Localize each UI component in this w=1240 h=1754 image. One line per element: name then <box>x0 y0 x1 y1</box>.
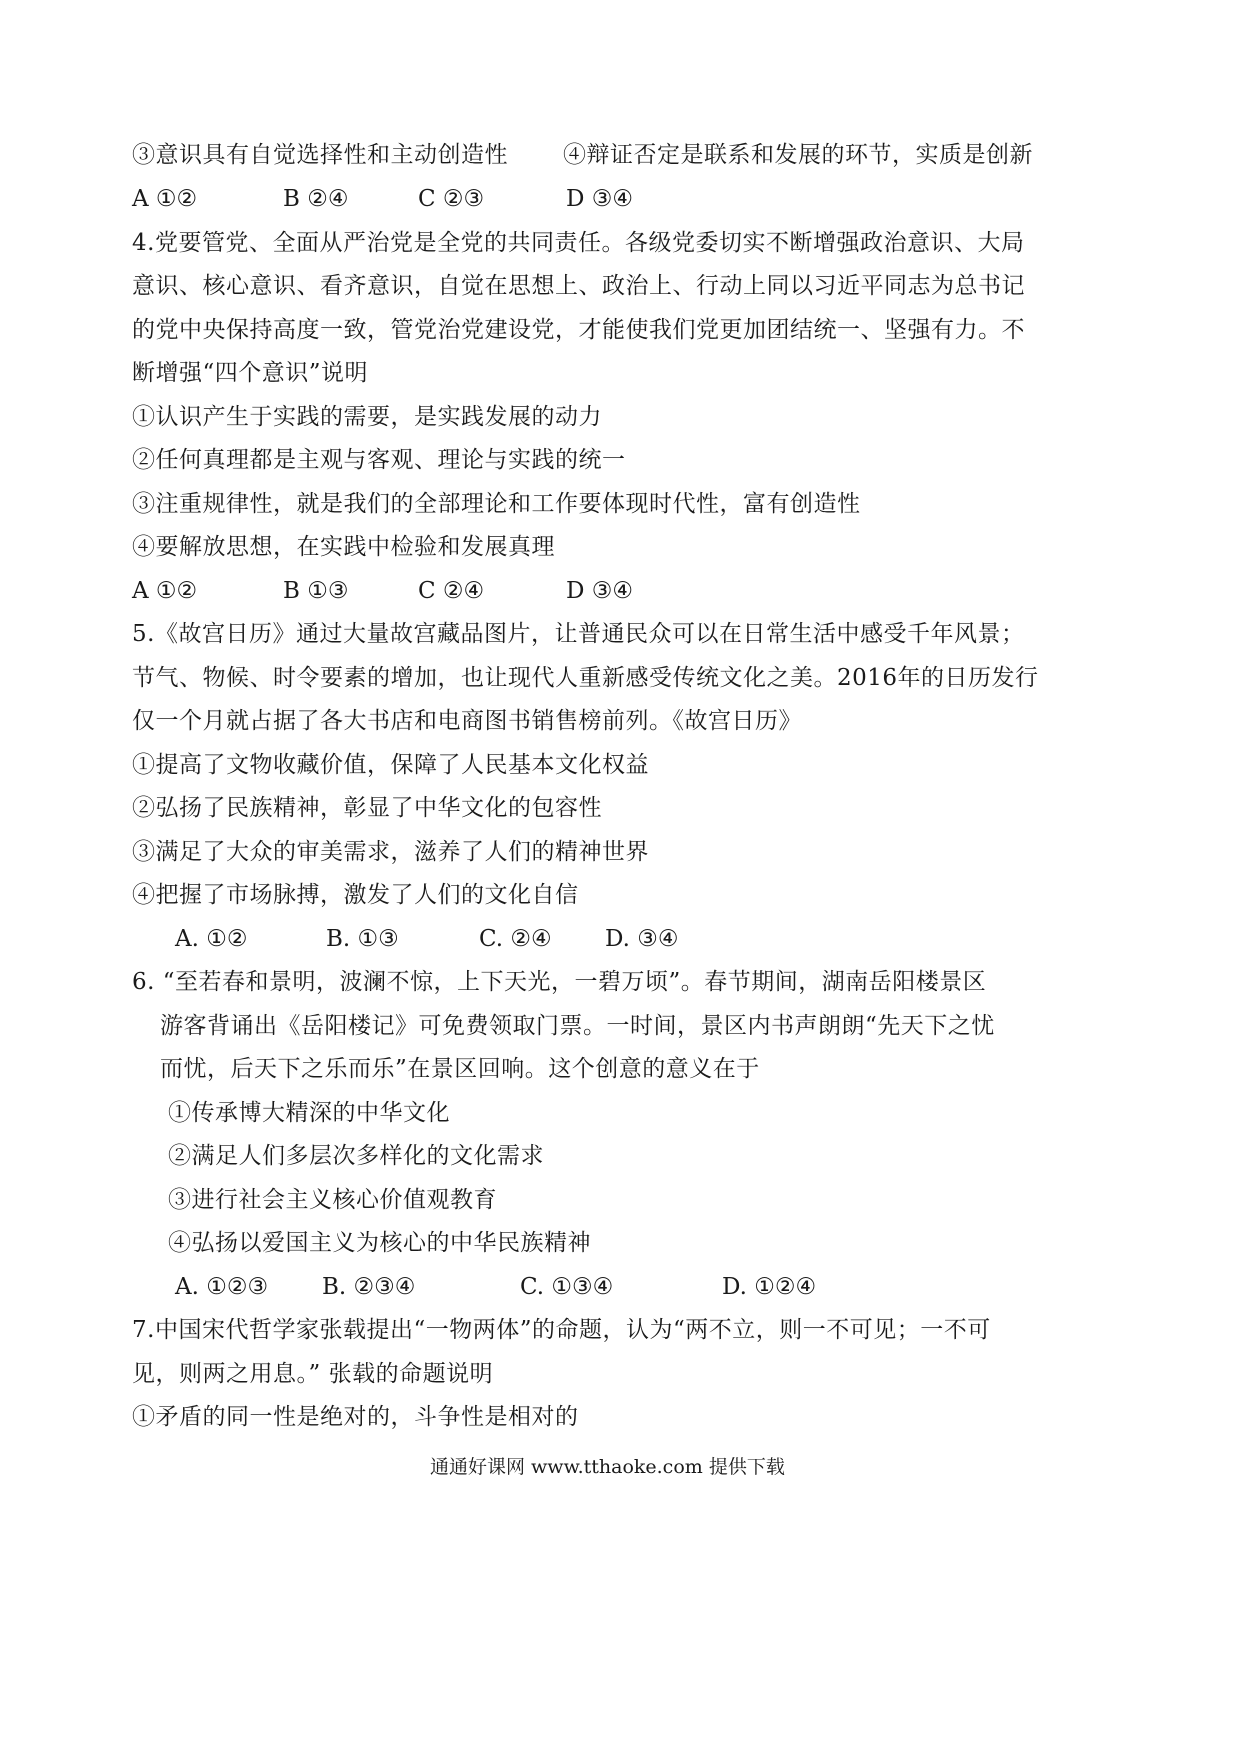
q6-stem-line-3: 而忧，后天下之乐而乐”在景区回响。这个创意的意义在于 <box>160 1056 760 1082</box>
q3-option-d: D ③④ <box>566 186 633 212</box>
q4-stem-line-4: 断增强“四个意识”说明 <box>132 360 369 386</box>
q6-item-3: ③进行社会主义核心价值观教育 <box>168 1187 497 1213</box>
q7-stem-line-1: 7.中国宋代哲学家张载提出“一物两体”的命题，认为“两不立，则一不可见；一不可 <box>132 1317 991 1343</box>
q4-stem-line-1: 4.党要管党、全面从严治党是全党的共同责任。各级党委切实不断增强政治意识、大局 <box>132 230 1025 256</box>
q4-option-d: D ③④ <box>566 578 633 604</box>
q7-stem-line-2: 见，则两之用息。” 张载的命题说明 <box>132 1361 494 1387</box>
q5-item-3: ③满足了大众的审美需求，滋养了人们的精神世界 <box>132 839 649 865</box>
q5-item-2: ②弘扬了民族精神，彰显了中华文化的包容性 <box>132 795 602 821</box>
q6-item-1: ①传承博大精深的中华文化 <box>168 1100 450 1126</box>
q6-option-c: C. ①③④ <box>520 1274 614 1300</box>
q4-stem-line-3: 的党中央保持高度一致，管党治党建设党，才能使我们党更加团结统一、坚强有力。不 <box>132 317 1025 343</box>
q5-item-1: ①提高了文物收藏价值，保障了人民基本文化权益 <box>132 752 649 778</box>
q4-item-3: ③注重规律性，就是我们的全部理论和工作要体现时代性，富有创造性 <box>132 491 861 517</box>
q6-stem-line-2: 游客背诵出《岳阳楼记》可免费领取门票。一时间，景区内书声朗朗“先天下之忧 <box>160 1013 995 1039</box>
q6-option-a: A. ①②③ <box>175 1274 269 1300</box>
q4-item-4: ④要解放思想，在实践中检验和发展真理 <box>132 534 555 560</box>
q4-option-a: A ①② <box>132 578 198 604</box>
q4-item-2: ②任何真理都是主观与客观、理论与实践的统一 <box>132 447 626 473</box>
q3-option-c: C ②③ <box>418 186 485 212</box>
q4-option-b: B ①③ <box>283 578 349 604</box>
q4-item-1: ①认识产生于实践的需要，是实践发展的动力 <box>132 404 602 430</box>
q3-item-3: ③意识具有自觉选择性和主动创造性 <box>132 142 508 168</box>
q6-option-b: B. ②③④ <box>322 1274 416 1300</box>
q6-stem-line-1: 6. “至若春和景明，波澜不惊，上下天光，一碧万顷”。春节期间，湖南岳阳楼景区 <box>132 969 987 995</box>
q5-stem-line-1: 5.《故宫日历》通过大量故宫藏品图片，让普通民众可以在日常生活中感受千年风景； <box>132 621 1025 647</box>
q5-option-c: C. ②④ <box>479 926 552 952</box>
q6-option-d: D. ①②④ <box>722 1274 817 1300</box>
q5-stem-line-2: 节气、物候、时令要素的增加，也让现代人重新感受传统文化之美。2016年的日历发行 <box>132 665 1039 691</box>
q5-stem-line-3: 仅一个月就占据了各大书店和电商图书销售榜前列。《故宫日历》 <box>132 708 802 734</box>
q5-option-d: D. ③④ <box>605 926 679 952</box>
q4-option-c: C ②④ <box>418 578 485 604</box>
q6-item-4: ④弘扬以爱国主义为核心的中华民族精神 <box>168 1230 591 1256</box>
q3-item-4: ④辩证否定是联系和发展的环节，实质是创新 <box>563 142 1033 168</box>
q3-option-a: A ①② <box>132 186 198 212</box>
q6-item-2: ②满足人们多层次多样化的文化需求 <box>168 1143 544 1169</box>
q7-item-1: ①矛盾的同一性是绝对的，斗争性是相对的 <box>132 1404 579 1430</box>
q4-stem-line-2: 意识、核心意识、看齐意识，自觉在思想上、政治上、行动上同以习近平同志为总书记 <box>132 273 1025 299</box>
q5-option-b: B. ①③ <box>326 926 399 952</box>
page-footer: 通通好课网 www.tthaoke.com 提供下载 <box>430 1456 785 1478</box>
q3-option-b: B ②④ <box>283 186 349 212</box>
q5-option-a: A. ①② <box>175 926 248 952</box>
q5-item-4: ④把握了市场脉搏，激发了人们的文化自信 <box>132 882 579 908</box>
